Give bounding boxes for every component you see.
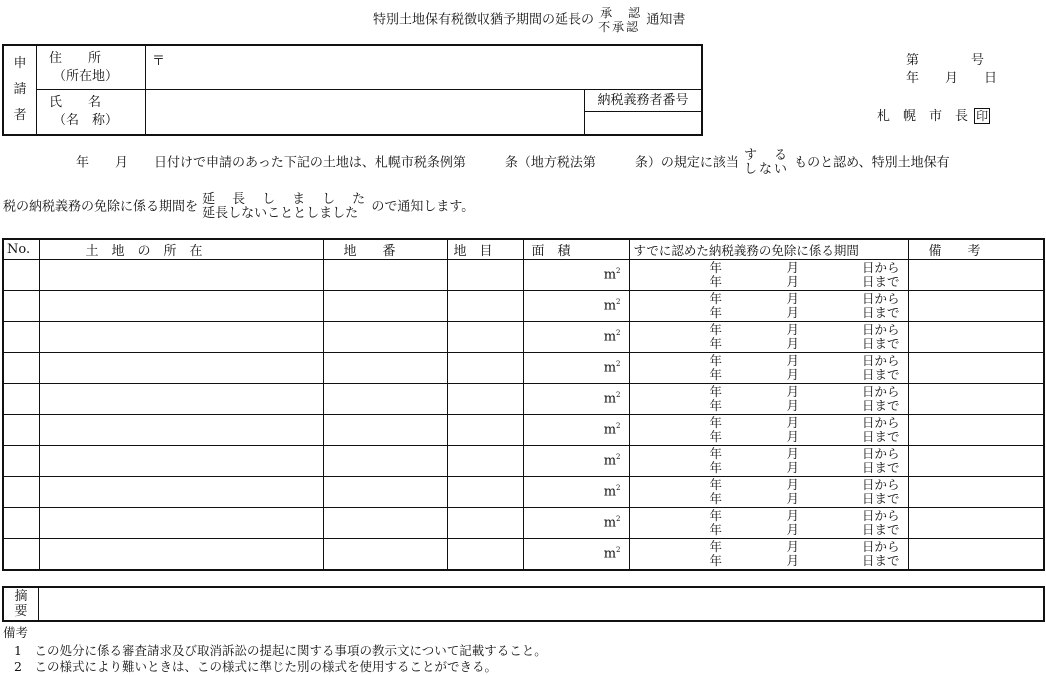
area-unit-exponent: 2 xyxy=(616,329,621,338)
shinai-option: しない xyxy=(744,162,790,177)
document-title xyxy=(373,6,685,34)
title-prefix: 特別土地保有税徴収猶予期間の延長の xyxy=(373,12,595,28)
from-month-label: 月 xyxy=(786,415,800,430)
to-year-label: 年 xyxy=(709,367,723,382)
row-period-cell[interactable] xyxy=(629,260,908,291)
land-table xyxy=(2,238,1045,571)
from-month-label: 月 xyxy=(786,446,800,461)
name-sublabel: （名 称） xyxy=(53,112,119,128)
row-area-cell[interactable] xyxy=(523,384,629,415)
to-day-label: 日まで xyxy=(861,367,900,382)
area-unit: m xyxy=(603,453,617,469)
from-day-label: 日から xyxy=(861,539,900,554)
row-period-cell[interactable] xyxy=(629,508,908,539)
area-unit: m xyxy=(603,484,617,500)
row-remarks-cell[interactable] xyxy=(908,322,1044,353)
applicant-box xyxy=(2,44,703,136)
row-period-cell[interactable] xyxy=(629,415,908,446)
area-unit-exponent: 2 xyxy=(616,298,621,307)
row-remarks-cell[interactable] xyxy=(908,415,1044,446)
name-label-cell xyxy=(37,89,146,135)
postal-mark: 〒 xyxy=(152,54,166,69)
row-land-category-cell[interactable] xyxy=(447,384,523,415)
row-area-cell[interactable] xyxy=(523,260,629,291)
address-sublabel: （所在地） xyxy=(53,69,119,84)
to-month-label: 月 xyxy=(786,429,800,444)
row-remarks-cell[interactable] xyxy=(908,508,1044,539)
row-period-cell[interactable] xyxy=(629,539,908,571)
from-year-label: 年 xyxy=(709,322,723,337)
area-unit: m xyxy=(603,267,617,283)
row-remarks-cell[interactable] xyxy=(908,291,1044,322)
row-lot-number-cell[interactable] xyxy=(323,260,447,291)
row-location-cell[interactable] xyxy=(39,415,323,446)
from-year-label: 年 xyxy=(709,415,723,430)
row-period-cell[interactable] xyxy=(629,291,908,322)
row-lot-number-cell[interactable] xyxy=(323,539,447,571)
row-land-category-cell[interactable] xyxy=(447,260,523,291)
to-day-label: 日まで xyxy=(861,305,900,320)
to-month-label: 月 xyxy=(786,398,800,413)
to-day-label: 日まで xyxy=(861,336,900,351)
row-lot-number-cell[interactable] xyxy=(323,508,447,539)
row-area-cell[interactable] xyxy=(523,291,629,322)
official-seal: 印 xyxy=(976,109,989,123)
row-period-cell[interactable] xyxy=(629,322,908,353)
to-month-label: 月 xyxy=(786,305,800,320)
row-lot-number-cell[interactable] xyxy=(323,477,447,508)
extended-option: 延 長 し ま し た xyxy=(202,192,368,207)
table-header-row xyxy=(3,239,1044,260)
row-no-cell[interactable] xyxy=(3,508,39,539)
row-no-cell[interactable] xyxy=(3,322,39,353)
applicant-section-label xyxy=(3,45,37,135)
row-period-cell[interactable] xyxy=(629,384,908,415)
applicant-char-3: 者 xyxy=(13,107,27,123)
to-year-label: 年 xyxy=(709,274,723,289)
body-line-1 xyxy=(76,149,950,177)
row-no-cell[interactable] xyxy=(3,260,39,291)
from-day-label: 日から xyxy=(861,415,900,430)
to-year-label: 年 xyxy=(709,336,723,351)
to-year-label: 年 xyxy=(709,553,723,568)
address-field[interactable] xyxy=(146,45,703,89)
to-month-label: 月 xyxy=(786,336,800,351)
row-location-cell[interactable] xyxy=(39,539,323,571)
from-year-label: 年 xyxy=(709,508,723,523)
row-no-cell[interactable] xyxy=(3,291,39,322)
row-location-cell[interactable] xyxy=(39,508,323,539)
from-year-label: 年 xyxy=(709,291,723,306)
row-period-cell[interactable] xyxy=(629,353,908,384)
row-area-cell[interactable] xyxy=(523,415,629,446)
to-month-label: 月 xyxy=(786,367,800,382)
from-year-label: 年 xyxy=(709,260,723,275)
summary-label xyxy=(3,587,39,621)
row-remarks-cell[interactable] xyxy=(908,539,1044,571)
row-location-cell[interactable] xyxy=(39,291,323,322)
row-location-cell[interactable] xyxy=(39,446,323,477)
to-year-label: 年 xyxy=(709,429,723,444)
row-land-category-cell[interactable] xyxy=(447,415,523,446)
from-month-label: 月 xyxy=(786,260,800,275)
row-area-cell[interactable] xyxy=(523,477,629,508)
body-line-2-text: 税の納税義務の免除に係る期間を xyxy=(3,199,199,215)
notes-heading: 備考 xyxy=(3,625,29,640)
from-month-label: 月 xyxy=(786,291,800,306)
row-no-cell[interactable] xyxy=(3,415,39,446)
mayor-name xyxy=(877,108,990,124)
from-day-label: 日から xyxy=(861,384,900,399)
area-unit: m xyxy=(603,422,617,438)
to-month-label: 月 xyxy=(786,553,800,568)
to-year-label: 年 xyxy=(709,491,723,506)
note-item-2: 2 この様式により難いときは、この様式に準じた別の様式を使用することができる。 xyxy=(14,659,497,674)
area-unit: m xyxy=(603,329,617,345)
row-location-cell[interactable] xyxy=(39,353,323,384)
area-unit: m xyxy=(603,360,617,376)
header-location: 土 地 の 所 在 xyxy=(39,239,323,260)
header-no: No. xyxy=(3,239,39,260)
row-lot-number-cell[interactable] xyxy=(323,322,447,353)
address-label: 住 所 xyxy=(49,51,102,66)
table-row xyxy=(3,477,1044,508)
from-month-label: 月 xyxy=(786,508,800,523)
row-remarks-cell[interactable] xyxy=(908,353,1044,384)
row-lot-number-cell[interactable] xyxy=(323,291,447,322)
from-year-label: 年 xyxy=(709,539,723,554)
row-remarks-cell[interactable] xyxy=(908,384,1044,415)
row-land-category-cell[interactable] xyxy=(447,539,523,571)
from-year-label: 年 xyxy=(709,477,723,492)
disapproval-option: 不承認 xyxy=(598,20,641,34)
row-no-cell[interactable] xyxy=(3,539,39,571)
row-period-cell[interactable] xyxy=(629,477,908,508)
table-row xyxy=(3,415,1044,446)
header-land-category: 地 目 xyxy=(447,239,523,260)
row-lot-number-cell[interactable] xyxy=(323,446,447,477)
to-day-label: 日まで xyxy=(861,460,900,475)
from-day-label: 日から xyxy=(861,260,900,275)
area-unit: m xyxy=(603,298,617,314)
from-day-label: 日から xyxy=(861,446,900,461)
area-unit: m xyxy=(603,515,617,531)
header-area: 面 積 xyxy=(523,239,629,260)
row-area-cell[interactable] xyxy=(523,446,629,477)
table-row xyxy=(3,260,1044,291)
to-month-label: 月 xyxy=(786,274,800,289)
body-line-2 xyxy=(3,193,474,221)
approval-choice xyxy=(598,6,642,34)
table-row xyxy=(3,322,1044,353)
area-unit-exponent: 2 xyxy=(616,515,621,524)
issue-date: 年 月 日 xyxy=(906,71,998,86)
header-exemption-period: すでに認めた納税義務の免除に係る期間 xyxy=(629,239,908,260)
row-land-category-cell[interactable] xyxy=(447,446,523,477)
area-unit-exponent: 2 xyxy=(616,453,621,462)
row-location-cell[interactable] xyxy=(39,260,323,291)
row-land-category-cell[interactable] xyxy=(447,353,523,384)
summary-char-1: 摘 xyxy=(14,589,28,604)
table-row xyxy=(3,353,1044,384)
title-suffix: 通知書 xyxy=(646,12,686,28)
summary-box xyxy=(2,586,1045,622)
extension-choice xyxy=(202,193,367,221)
row-no-cell[interactable] xyxy=(3,353,39,384)
suru-option: す る xyxy=(744,148,790,163)
to-day-label: 日まで xyxy=(861,553,900,568)
row-remarks-cell[interactable] xyxy=(908,477,1044,508)
to-day-label: 日まで xyxy=(861,429,900,444)
row-land-category-cell[interactable] xyxy=(447,291,523,322)
area-unit-exponent: 2 xyxy=(616,267,621,276)
body-line-1-text: 年 月 日付けで申請のあった下記の土地は、札幌市税条例第 条（地方税法第 条）の規定に該当 xyxy=(76,155,739,171)
to-month-label: 月 xyxy=(786,460,800,475)
address-label-cell xyxy=(37,45,146,89)
name-field[interactable] xyxy=(146,89,585,135)
from-day-label: 日から xyxy=(861,291,900,306)
not-extended-option: 延長しないこととしました xyxy=(202,206,359,221)
from-day-label: 日から xyxy=(861,322,900,337)
applicant-char-1: 申 xyxy=(13,55,27,71)
document-number: 第 号 xyxy=(906,53,985,68)
row-lot-number-cell[interactable] xyxy=(323,353,447,384)
row-area-cell[interactable] xyxy=(523,322,629,353)
mayor-title: 札 幌 市 長 xyxy=(877,109,969,124)
header-lot-number: 地 番 xyxy=(323,239,447,260)
to-day-label: 日まで xyxy=(861,398,900,413)
from-month-label: 月 xyxy=(786,384,800,399)
area-unit-exponent: 2 xyxy=(616,360,621,369)
row-no-cell[interactable] xyxy=(3,446,39,477)
row-no-cell[interactable] xyxy=(3,384,39,415)
to-month-label: 月 xyxy=(786,522,800,537)
from-month-label: 月 xyxy=(786,477,800,492)
area-unit-exponent: 2 xyxy=(616,391,621,400)
from-year-label: 年 xyxy=(709,384,723,399)
table-row xyxy=(3,384,1044,415)
to-year-label: 年 xyxy=(709,460,723,475)
area-unit: m xyxy=(603,391,617,407)
from-month-label: 月 xyxy=(786,322,800,337)
row-remarks-cell[interactable] xyxy=(908,446,1044,477)
row-lot-number-cell[interactable] xyxy=(323,415,447,446)
to-day-label: 日まで xyxy=(861,274,900,289)
table-row xyxy=(3,508,1044,539)
from-month-label: 月 xyxy=(786,539,800,554)
header-remarks: 備 考 xyxy=(908,239,1044,260)
area-unit: m xyxy=(603,546,617,562)
from-day-label: 日から xyxy=(861,508,900,523)
table-row xyxy=(3,539,1044,571)
body-line-2-end: ので通知します。 xyxy=(371,199,475,215)
taxpayer-number-label: 納税義務者番号 xyxy=(585,90,701,112)
approval-option: 承 認 xyxy=(600,6,643,20)
row-remarks-cell[interactable] xyxy=(908,260,1044,291)
area-unit-exponent: 2 xyxy=(616,422,621,431)
row-land-category-cell[interactable] xyxy=(447,508,523,539)
row-land-category-cell[interactable] xyxy=(447,322,523,353)
summary-char-2: 要 xyxy=(14,604,28,619)
to-year-label: 年 xyxy=(709,522,723,537)
from-year-label: 年 xyxy=(709,446,723,461)
area-unit-exponent: 2 xyxy=(616,546,621,555)
table-row xyxy=(3,446,1044,477)
row-area-cell[interactable] xyxy=(523,539,629,571)
row-location-cell[interactable] xyxy=(39,384,323,415)
taxpayer-number-field[interactable] xyxy=(585,112,701,134)
from-day-label: 日から xyxy=(861,477,900,492)
row-no-cell[interactable] xyxy=(3,477,39,508)
taxpayer-number-cell xyxy=(585,89,703,135)
to-year-label: 年 xyxy=(709,305,723,320)
row-location-cell[interactable] xyxy=(39,477,323,508)
row-area-cell[interactable] xyxy=(523,353,629,384)
from-day-label: 日から xyxy=(861,353,900,368)
to-year-label: 年 xyxy=(709,398,723,413)
row-area-cell[interactable] xyxy=(523,508,629,539)
name-label: 氏 名 xyxy=(49,94,102,110)
to-day-label: 日まで xyxy=(861,491,900,506)
table-row xyxy=(3,291,1044,322)
row-land-category-cell[interactable] xyxy=(447,477,523,508)
to-day-label: 日まで xyxy=(861,522,900,537)
row-lot-number-cell[interactable] xyxy=(323,384,447,415)
to-month-label: 月 xyxy=(786,491,800,506)
row-location-cell[interactable] xyxy=(39,322,323,353)
suru-choice xyxy=(744,149,789,177)
area-unit-exponent: 2 xyxy=(616,484,621,493)
applicant-char-2: 請 xyxy=(13,81,27,97)
row-period-cell[interactable] xyxy=(629,446,908,477)
summary-field[interactable] xyxy=(39,587,1045,621)
note-item-1: 1 この処分に係る審査請求及び取消訴訟の提起に関する事項の教示文について記載すること。 xyxy=(14,643,547,658)
from-month-label: 月 xyxy=(786,353,800,368)
body-line-1-end: ものと認め、特別土地保有 xyxy=(794,155,950,171)
from-year-label: 年 xyxy=(709,353,723,368)
